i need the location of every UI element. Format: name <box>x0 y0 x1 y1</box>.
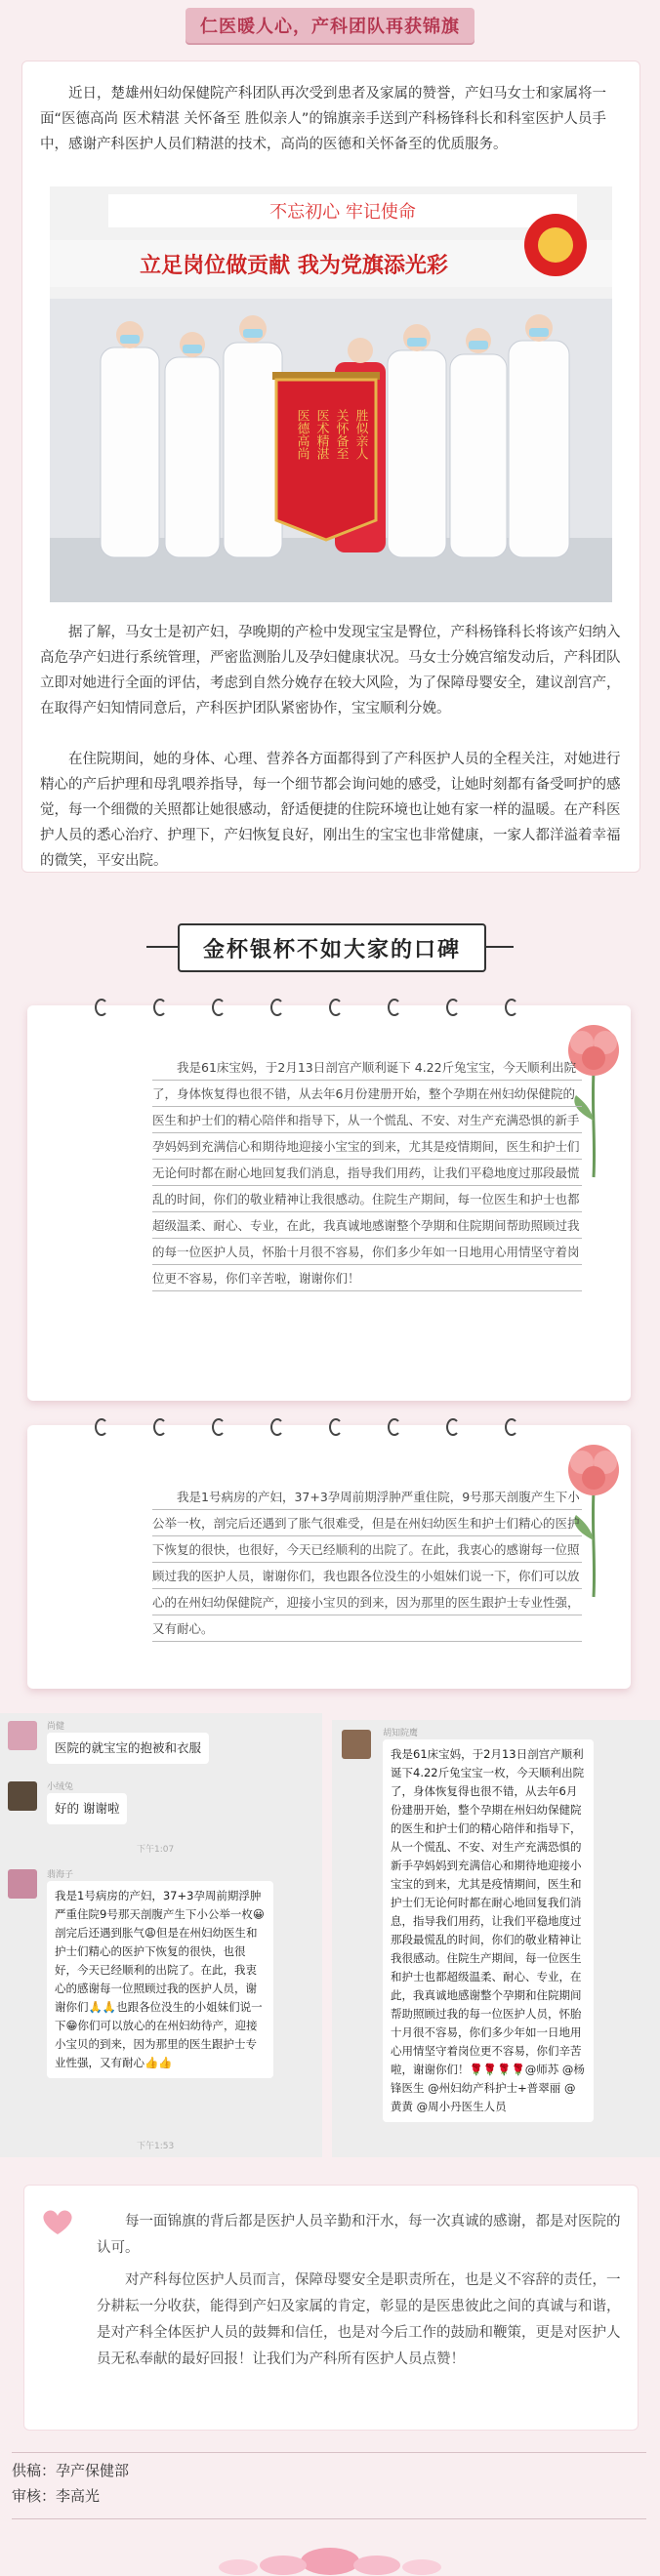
chat-message: 医院的就宝宝的抱被和衣服 <box>47 1733 209 1764</box>
pennant-text-4: 胜似亲人 <box>352 409 368 460</box>
chat-nickname: 胡知院鹰 <box>383 1729 419 1738</box>
avatar <box>8 1781 37 1811</box>
closing-paragraph-2: 对产科每位医护人员而言，保障母婴安全是职责所在，也是义不容辞的责任，一分耕耘一分收获，能得到产妇及家属的肯定，彰显的是医患彼此之间的真诚与和谐，是对产科全体医护人员的鼓舞和信任，也是对今后工作的鼓励和鞭策，更是对医护人员无私奉献的最好回报！让我们为产科所有医护人员点赞！ <box>97 2272 621 2367</box>
avatar <box>342 1730 371 1759</box>
heart-icon <box>38 2207 77 2236</box>
avatar <box>8 1721 37 1750</box>
article-card <box>21 61 640 873</box>
chat-timestamp: 下午1:53 <box>137 2142 175 2151</box>
testimonial-text-2: 我是1号病房的产妇，37+3孕周前期浮肿严重住院，9号那天剖腹产生下小公举一枚，剖完后还遇到了胀气很难受，但是在州妇幼医生和护士们精心的医护下恢复的很快，也很好，今天已经顺利的出院了。在此，我衷心的感谢每一位照顾过我的医护人员，谢谢你们，我也跟各位没生的小姐妹们说一下，你们可以放心的在州妇幼保健院产，迎接小宝贝的到来，因为那里的医生跟护士专业性强，又有耐心。 <box>152 1484 582 1642</box>
chat-screenshot-right <box>332 1720 660 2157</box>
wall-slogan-1: 不忘初心 牢记使命 <box>269 202 416 223</box>
closing-paragraph-1: 每一面锦旗的背后都是医护人员辛勤和汗水，每一次真诚的感谢，都是对医院的认可。 <box>97 2214 621 2256</box>
pennant-text-3: 关怀备至 <box>333 409 349 460</box>
pennant-presentation-photo <box>50 186 612 602</box>
banner-title: 仁医暖人心，产科团队再获锦旗 <box>200 17 460 37</box>
section-title-text: 金杯银杯不如大家的口碑 <box>202 937 461 962</box>
credit-review: 审核：李高光 <box>12 2487 101 2505</box>
chat-nickname: 尚健 <box>47 1722 65 1732</box>
pennant-text-1: 医德高尚 <box>294 409 309 460</box>
wall-slogan-2: 立足岗位做贡献 我为党旗添光彩 <box>140 254 448 278</box>
divider <box>12 2452 646 2453</box>
credit-supply: 供稿：孕产保健部 <box>12 2462 130 2479</box>
chat-message: 我是1号病房的产妇，37+3孕周前期浮肿严重住院9号那天剖腹产生下小公举一枚😀剖完后还遇到胀气😩但是在州妇幼医生和护士们精心的医护下恢复的很快，也很好，今天已经顺利的出院了。在此，我衷心的感谢每一位照顾过我的医护人员，谢谢你们🙏🙏也跟各位没生的小姐妹们说一下😁你们可以放心的在州妇幼待产，迎接小宝贝的到来，因为那里的医生跟护士专业性强，又有耐心👍👍 <box>47 1881 273 2078</box>
header-banner <box>186 8 474 43</box>
article-paragraph-1: 近日，楚雄州妇幼保健院产科团队再次受到患者及家属的赞誉，产妇马女士和家属将一面“医德高尚 医术精湛 关怀备至 胜似亲人”的锦旗亲手送到产科杨锋科长和科室医护人员手中，感谢产科医护人员们精湛的技术，高尚的医德和关怀备至的优质服务。 <box>40 86 606 152</box>
chat-nickname: 小绒兔 <box>47 1782 74 1792</box>
chat-message: 我是61床宝妈，于2月13日剖宫产顺利诞下4.22斤兔宝宝一枚，今天顺利出院了，身体恢复得也很不错，从去年6月份建册开始，整个孕期在州妇幼保健院的医生和护士们的精心陪伴和指导下，从一个慌乱、不安、对生产充满恐惧的新手孕妈妈到充满信心和期待地迎接小宝宝的到来，尤其是疫情期间，医生和护士们无论何时都在耐心地回复我们消息，指导我们用药，让我们平稳地度过那段最慌乱的时间，你们的敬业精神让我很感动。住院生产期间，每一位医生和护士也都超级温柔、耐心、专业，在此，我真诚地感谢整个孕期和住院期间帮助照顾过我的每一位医护人员，怀胎十月很不容易，你们多少年如一日地用心用情坚守着岗位更不容易，你们辛苦啦，谢谢你们！🌹🌹🌹🌹@师苏 @杨锋医生 @州妇幼产科护士+普翠丽 @黄黄 @周小丹医生人员 <box>383 1739 594 2122</box>
testimonial-card-2 <box>27 1425 631 1689</box>
section-title <box>178 923 486 972</box>
chat-nickname: 翡海子 <box>47 1870 74 1880</box>
closing-card <box>23 2185 639 2431</box>
testimonial-text-1: 我是61床宝妈，于2月13日剖宫产顺利诞下 4.22斤兔宝宝，今天顺利出院了，身体恢复得也很不错，从去年6月份建册开始，整个孕期在州妇幼保健院的医生和护士们的精心陪伴和指导下，从一个慌乱、不安、对生产充满恐惧的新手孕妈妈到充满信心和期待地迎接小宝宝的到来，尤其是疫情期间，医生和护士们无论何时都在耐心地回复我们消息，指导我们用药，让我们平稳地度过那段最慌乱的时间，你们的敬业精神让我很感动。住院生产期间，每一位医生和护士也都超级温柔、耐心、专业，在此，我真诚地感谢整个孕期和住院期间帮助照顾过我的每一位医护人员，怀胎十月很不容易，你们多少年如一日地用心用情坚守着岗位更不容易，你们辛苦啦，谢谢你们！ <box>152 1054 582 1291</box>
testimonial-card-1 <box>27 1005 631 1401</box>
chat-message: 好的 谢谢啦 <box>47 1793 127 1824</box>
article-paragraph-2: 据了解，马女士是初产妇，孕晚期的产检中发现宝宝是臀位，产科杨锋科长将该产妇纳入高危孕产妇进行系统管理，严密监测胎儿及孕妇健康状况。马女士分娩宫缩发动后，产科团队立即对她进行全面的评估，考虑到自然分娩存在较大风险，为了保障母婴安全，建议剖宫产，在取得产妇知情同意后，产科医护团队紧密协作，宝宝顺利分娩。 <box>40 625 621 716</box>
floral-decoration <box>195 2542 465 2575</box>
article-paragraph-3: 在住院期间，她的身体、心理、营养各方面都得到了产科医护人员的全程关注，对她进行精心的产后护理和母乳喂养指导，每一个细节都会询问她的感受，让她时刻都有备受呵护的感觉，每一个细微的关照都让她很感动，舒适便捷的住院环境也让她有家一样的温暖。在产科医护人员的悉心治疗、护理下，产妇恢复良好，刚出生的宝宝也非常健康，一家人都洋溢着幸福的微笑，平安出院。 <box>40 752 621 869</box>
photo-illustration <box>50 186 612 602</box>
chat-timestamp: 下午1:07 <box>137 1845 175 1855</box>
notebook-rings-2 <box>27 1413 631 1437</box>
chat-screenshot-left <box>0 1713 322 2157</box>
avatar <box>8 1869 37 1899</box>
notebook-rings <box>27 994 631 1017</box>
pennant-text-2: 医术精湛 <box>313 409 329 460</box>
divider <box>12 2518 646 2519</box>
